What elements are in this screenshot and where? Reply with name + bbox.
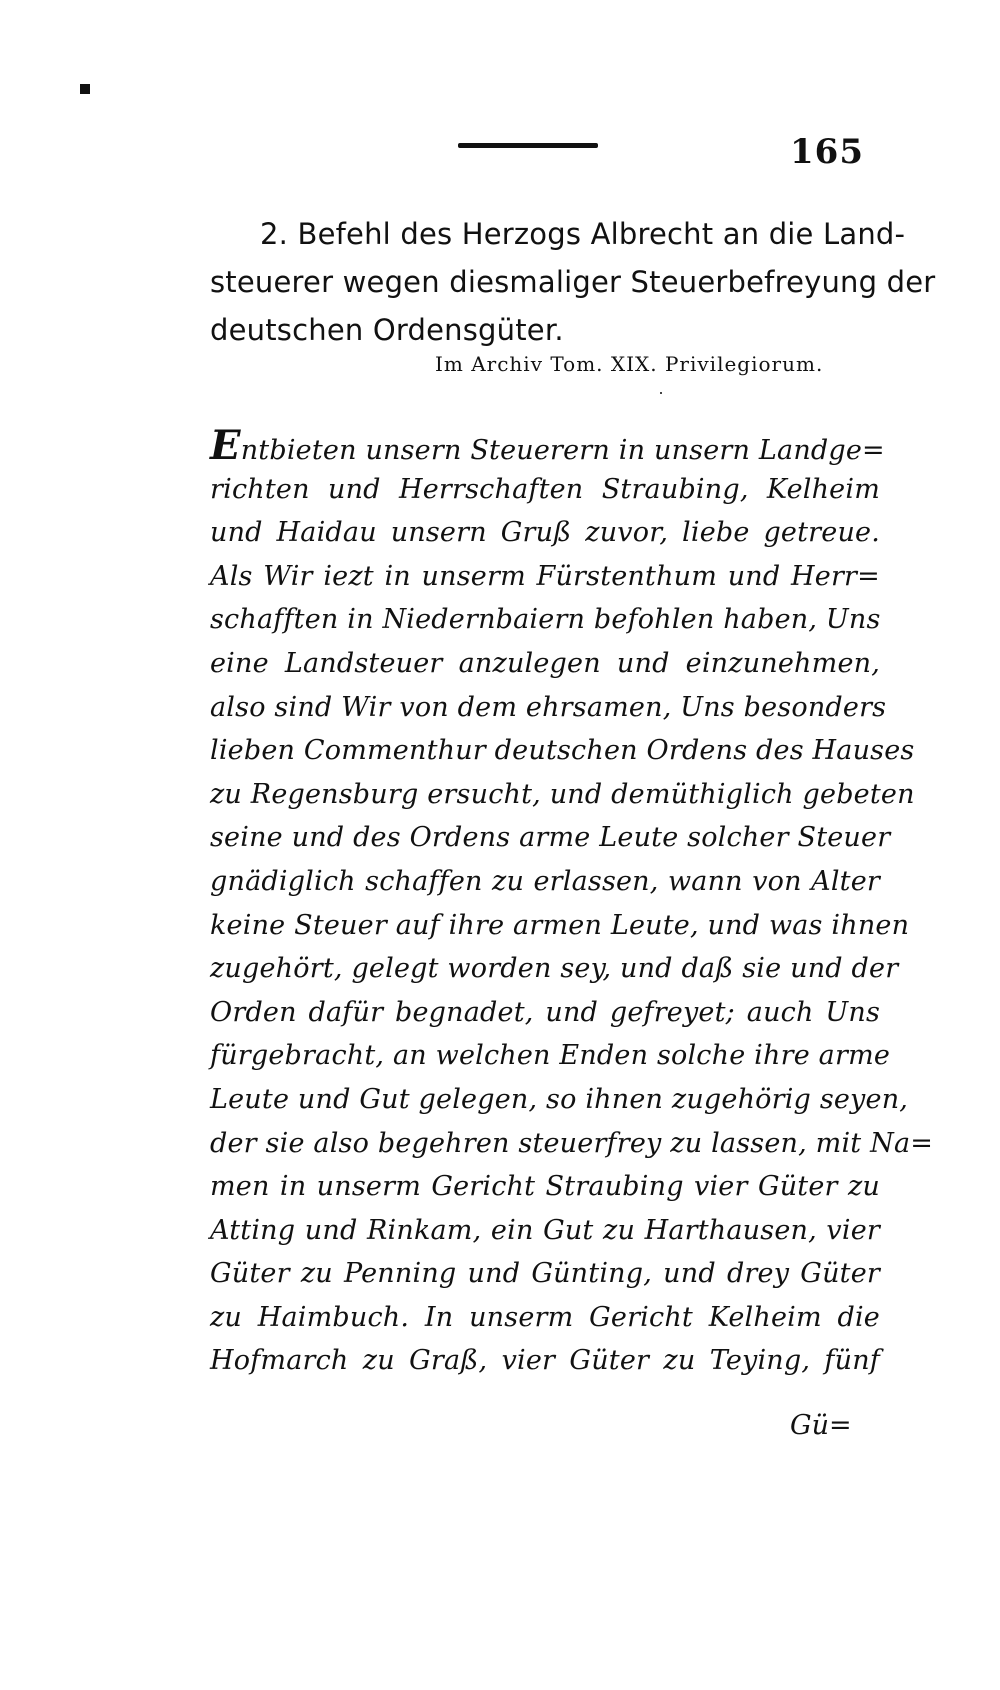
body-line: Hofmarch zu Graß, vier Güter zu Teying, fünf	[210, 1345, 880, 1377]
body-line: Orden dafür begnadet, und gefreyet; auch Uns	[210, 996, 880, 1028]
body-line: keine Steuer auf ihre armen Leute, und was ihnen	[210, 909, 910, 941]
corner-mark	[80, 84, 90, 94]
body-line: Atting und Rinkam, ein Gut zu Harthausen, vier	[210, 1214, 880, 1246]
body-line: zugehört, gelegt worden sey, und daß sie und der	[210, 953, 899, 985]
body-line: seine und des Ordens arme Leute solcher Steuer	[210, 822, 891, 854]
body-text	[210, 422, 934, 1383]
source-citation: Im Archiv Tom. XIX. Privilegiorum.	[435, 352, 824, 376]
body-line: zu Regensburg ersucht, und demüthiglich gebeten	[210, 778, 915, 810]
heading-line: steuerer wegen diesmaliger Steuerbefreyung der	[210, 265, 936, 299]
page-number: 165	[790, 132, 864, 172]
body-line: lieben Commenthur deutschen Ordens des Hauses	[210, 735, 915, 767]
body-line: men in unserm Gericht Straubing vier Güter zu	[210, 1171, 880, 1203]
body-line: eine Landsteuer anzulegen und einzunehmen,	[210, 647, 880, 679]
heading-line: deutschen Ordensgüter.	[210, 313, 564, 347]
body-line: zu Haimbuch. In unserm Gericht Kelheim die	[210, 1301, 880, 1333]
body-line: Güter zu Penning und Günting, und drey Güter	[210, 1258, 880, 1290]
heading-line: 2. Befehl des Herzogs Albrecht an die Land-	[260, 217, 906, 251]
body-line: gnädiglich schaffen zu erlassen, wann von Alter	[210, 865, 880, 897]
body-line: richten und Herrschaften Straubing, Kelheim	[210, 473, 880, 505]
body-line: also sind Wir von dem ehrsamen, Uns besonders	[210, 691, 887, 723]
section-heading	[210, 210, 936, 354]
body-line: und Haidau unsern Gruß zuvor, liebe getreue.	[210, 517, 880, 549]
ink-speck	[660, 392, 662, 394]
body-line: schafften in Niedernbaiern befohlen haben, Uns	[210, 604, 881, 636]
body-line: fürgebracht, an welchen Enden solche ihre arme	[210, 1040, 891, 1072]
body-line: Leute und Gut gelegen, so ihnen zugehörig seyen,	[210, 1083, 909, 1115]
body-line: der sie also begehren steuerfrey zu lassen, mit Na=	[210, 1127, 934, 1159]
catchword: Gü=	[790, 1410, 852, 1441]
header-rule	[458, 143, 598, 148]
body-line: Als Wir iezt in unserm Fürstenthum und Herr=	[210, 560, 880, 592]
body-line: Entbieten unsern Steuerern in unsern Landge=	[210, 422, 885, 469]
